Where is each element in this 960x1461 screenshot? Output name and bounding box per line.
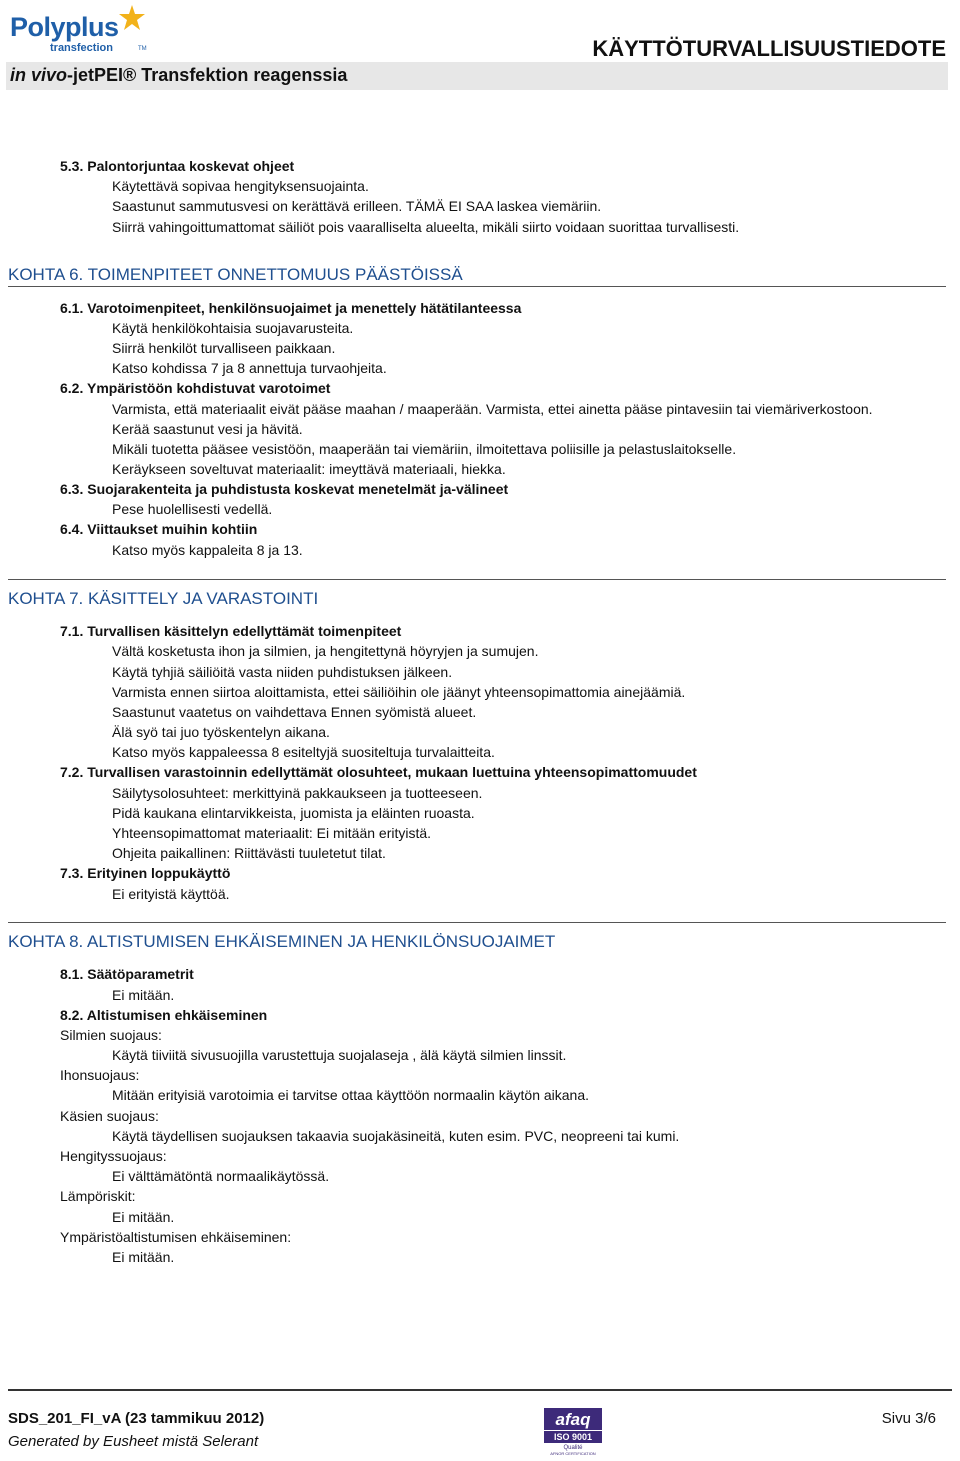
protection-label: Lämpöriskit: [60,1188,136,1204]
product-title-italic: in vivo [10,65,68,85]
section-7-2-heading: 7.2. Turvallisen varastoinnin edellyttämät olosuhteet, mukaan luettuina yhteensopimattomuudet [60,764,697,780]
section-5-3-line: Käytettävä sopivaa hengityksensuojainta. [112,178,369,194]
section-8-1-heading: 8.1. Säätöparametrit [60,966,194,982]
polyplus-logo [10,6,150,58]
kohta-6-title: KOHTA 6. TOIMENPITEET ONNETTOMUUS PÄÄSTÖISSÄ [8,265,463,284]
kohta-7-title: KOHTA 7. KÄSITTELY JA VARASTOINTI [8,589,319,608]
section-6-2-line: Keräykseen soveltuvat materiaalit: imeyttävä materiaali, hiekka. [112,461,506,477]
section-6-1-line: Katso kohdissa 7 ja 8 annettuja turvaohjeita. [112,360,387,376]
logo-tm: TM [138,46,147,52]
protection-value: Ei välttämätöntä normaalikäytössä. [112,1168,330,1184]
section-7-3-line: Ei erityistä käyttöä. [112,886,230,902]
section-6-1-line: Siirrä henkilöt turvalliseen paikkaan. [112,340,336,356]
protection-value: Mitään erityisiä varotoimia ei tarvitse ottaa käyttöön normaalin käytön aikana. [112,1087,590,1103]
section-6-1-line: Käytä henkilökohtaisia suojavarusteita. [112,320,354,336]
afaq-logo-text: afaq [555,1410,591,1429]
kohta-8-title: KOHTA 8. ALTISTUMISEN EHKÄISEMINEN JA HENKILÖNSUOJAIMET [8,932,556,951]
section-6-1-heading: 6.1. Varotoimenpiteet, henkilönsuojaimet ja menettely hätätilanteessa [60,300,522,316]
logo-star-icon [118,4,146,32]
protection-value: Ei mitään. [112,1209,175,1225]
protection-label: Käsien suojaus: [60,1108,159,1124]
page-header [0,0,960,92]
footer-page-number: Sivu 3/6 [881,1410,936,1427]
protection-value: Käytä täydellisen suojauksen takaavia suojakäsineitä, kuten esim. PVC, neopreeni tai kumi. [112,1128,680,1144]
section-7-1-line: Saastunut vaatetus on vaihdettava Ennen syömistä alueet. [112,704,477,720]
protection-value: Ei mitään. [112,1249,175,1265]
protection-label: Ihonsuojaus: [60,1067,140,1083]
product-title [10,65,347,86]
section-divider [8,579,946,580]
footer-doc-id: SDS_201_FI_vA (23 tammikuu 2012) [8,1410,265,1427]
section-8-2-heading: 8.2. Altistumisen ehkäiseminen [60,1007,268,1023]
section-7-3-heading: 7.3. Erityinen loppukäyttö [60,865,231,881]
section-6-2-heading: 6.2. Ympäristöön kohdistuvat varotoimet [60,380,331,396]
section-8-1-line: Ei mitään. [112,987,175,1003]
afaq-certification-logo [540,1404,606,1456]
logo-text: Polyplus [10,12,119,42]
section-7-1-line: Vältä kosketusta ihon ja silmien, ja hengitettynä höyryjen ja sumujen. [112,643,539,659]
product-title-rest: -jetPEI® Transfektion reagenssia [67,65,348,85]
section-6-2-line: Kerää saastunut vesi ja hävitä. [112,421,303,437]
protection-label: Silmien suojaus: [60,1027,162,1043]
section-5-3-heading: 5.3. Palontorjuntaa koskevat ohjeet [60,158,295,174]
section-6-2-line: Mikäli tuotetta pääsee vesistöön, maaperään tai viemäriin, ilmoitettava poliisille ja pelastuslaitokselle. [112,441,737,457]
section-7-2-line: Säilytysolosuhteet: merkittyinä pakkaukseen ja tuotteeseen. [112,785,483,801]
section-7-1-line: Älä syö tai juo työskentelyn aikana. [112,724,330,740]
section-7-2-line: Pidä kaukana elintarvikkeista, juomista ja eläinten ruoasta. [112,805,475,821]
section-5-3-line: Siirrä vahingoittumattomat säiliöt pois vaaralliselta alueelta, mikäli siirto voidaan suorittaa turvallisesti. [112,219,740,235]
section-7-1-line: Varmista ennen siirtoa aloittamista, ettei säiliöihin ole jäänyt yhteensopimattomia ainejäämiä. [112,684,686,700]
document-title: KÄYTTÖTURVALLISUUSTIEDOTE [592,36,946,61]
section-7-1-heading: 7.1. Turvallisen käsittelyn edellyttämät toimenpiteet [60,623,402,639]
protection-label: Ympäristöaltistumisen ehkäiseminen: [60,1229,292,1245]
afaq-iso-text: ISO 9001 [553,1432,593,1442]
section-7-2-line: Ohjeita paikallinen: Riittävästi tuuletetut tilat. [112,845,386,861]
afaq-quality-text: Qualité [563,1445,583,1451]
product-bar [6,62,948,90]
protection-value: Käytä tiiviitä sivusuojilla varustettuja suojalaseja , älä käytä silmien linssit. [112,1047,567,1063]
section-6-3-line: Pese huolellisesti vedellä. [112,501,273,517]
section-5-3-line: Saastunut sammutusvesi on kerättävä erilleen. TÄMÄ EI SAA laskea viemäriin. [112,198,602,214]
footer-divider [8,1389,952,1391]
section-6-2-line: Varmista, että materiaalit eivät pääse maahan / maaperään. Varmista, ettei ainetta pääse pintavesiin tai viemäriverkostoon. [112,401,873,417]
section-divider [8,286,946,287]
protection-label: Hengityssuojaus: [60,1148,167,1164]
section-7-2-line: Yhteensopimattomat materiaalit: Ei mitään erityistä. [112,825,432,841]
section-7-1-line: Katso myös kappaleessa 8 esiteltyjä suositeltuja turvalaitteita. [112,744,495,760]
footer-generated: Generated by Eusheet mistä Selerant [8,1433,259,1450]
section-7-1-line: Käytä tyhjiä säiliöitä vasta niiden puhdistuksen jälkeen. [112,664,453,680]
logo-subtitle: transfection [50,42,113,54]
section-6-4-heading: 6.4. Viittaukset muihin kohtiin [60,521,258,537]
section-6-3-heading: 6.3. Suojarakenteita ja puhdistusta koskevat menetelmät ja-välineet [60,481,509,497]
afaq-cert-text: AFNOR CERTIFICATION [550,1451,596,1456]
section-divider [8,922,946,923]
section-6-4-line: Katso myös kappaleita 8 ja 13. [112,542,303,558]
